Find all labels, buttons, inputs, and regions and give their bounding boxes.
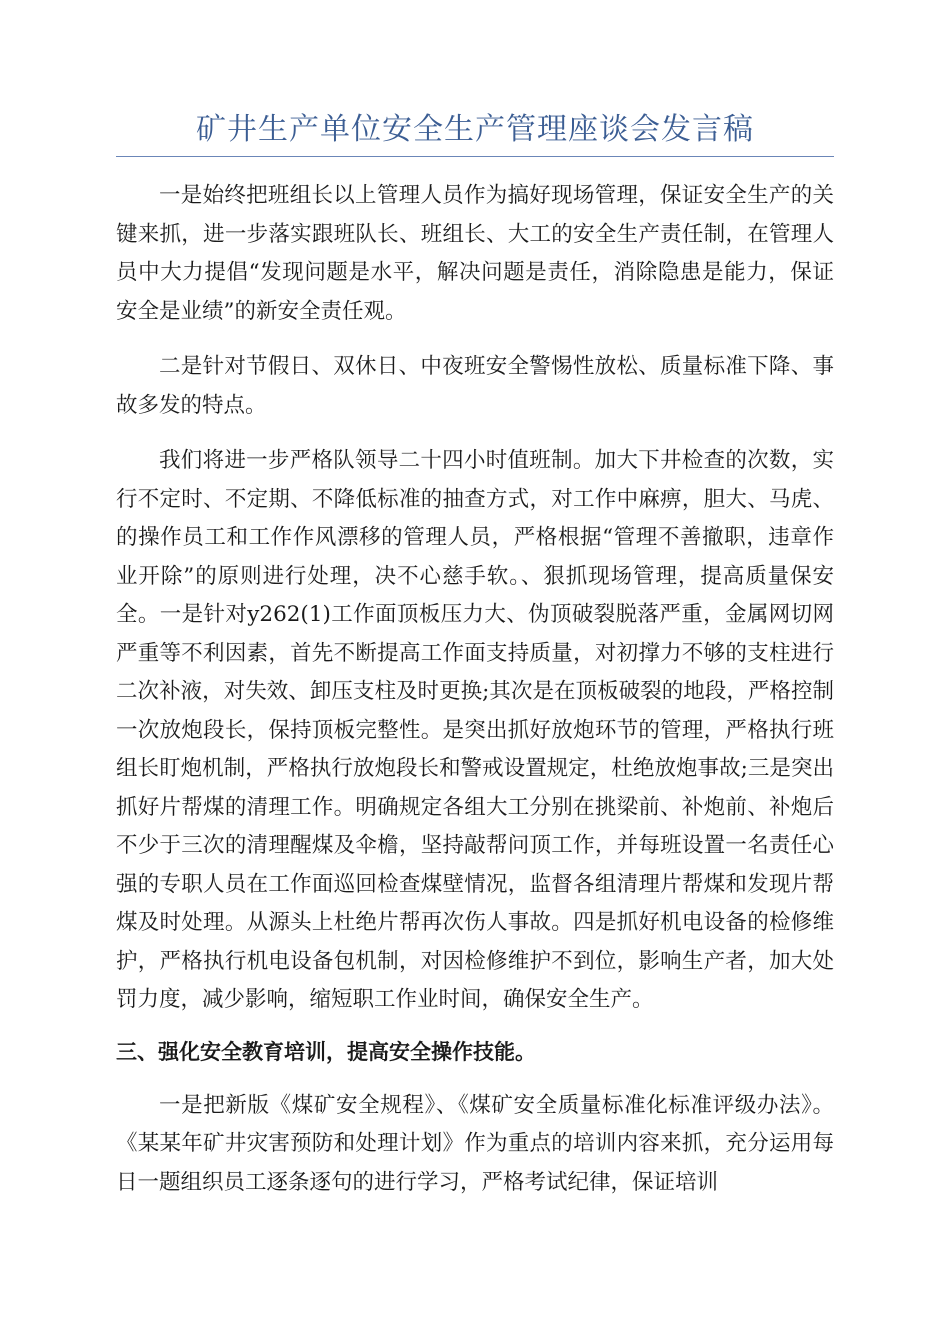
paragraph-holiday-safety: 二是针对节假日、双休日、中夜班安全警惕性放松、质量标准下降、事故多发的特点。 — [116, 354, 834, 418]
document-page — [116, 0, 834, 1202]
section-heading-training: 三、强化安全教育培训，提高安全操作技能。 — [116, 1039, 536, 1064]
paragraph-training: 一是把新版《煤矿安全规程》、《煤矿安全质量标准化标准评级办法》。《某某年矿井灾害预防和处理计划》作为重点的培训内容来抓，充分运用每日一题组织员工逐条逐句的进行学习，严格考试纪律，保证培训 — [116, 1092, 834, 1195]
paragraph-management-responsibility: 一是始终把班组长以上管理人员作为搞好现场管理，保证安全生产的关键来抓，进一步落实跟班队长、班组长、大工的安全生产责任制，在管理人员中大力提倡“发现问题是水平，解决问题是责任，消除隐患是能力，保证安全是业绩”的新安全责任观。 — [116, 183, 834, 324]
document-title: 矿井生产单位安全生产管理座谈会发言稿 — [116, 110, 834, 157]
paragraph-site-management: 我们将进一步严格队领导二十四小时值班制。加大下井检查的次数，实行不定时、不定期、不降低标准的抽查方式，对工作中麻痹，胆大、马虎、的操作员工和工作作风漂移的管理人员，严格根据“管理不善撤职，违章作业开除”的原则进行处理，决不心慈手软。、狠抓现场管理，提高质量保安全。一是针对y262(1)工作面顶板压力大、伪顶破裂脱落严重，金属网切网严重等不利因素，首先不断提高工作面支持质量，对初撑力不够的支柱进行二次补液，对失效、卸压支柱及时更换;其次是在顶板破裂的地段，严格控制一次放炮段长，保持顶板完整性。是突出抓好放炮环节的管理，严格执行班组长盯炮机制，严格执行放炮段长和警戒设置规定，杜绝放炮事故;三是突出抓好片帮煤的清理工作。明确规定各组大工分别在挑梁前、补炮前、补炮后不少于三次的清理醒煤及伞檐，坚持敲帮问顶工作，并每班设置一名责任心强的专职人员在工作面巡回检查煤壁情况，监督各组清理片帮煤和发现片帮煤及时处理。从源头上杜绝片帮再次伤人事故。四是抓好机电设备的检修维护，严格执行机电设备包机制，对因检修维护不到位，影响生产者，加大处罚力度，减少影响，缩短职工作业时间，确保安全生产。 — [116, 448, 834, 1012]
